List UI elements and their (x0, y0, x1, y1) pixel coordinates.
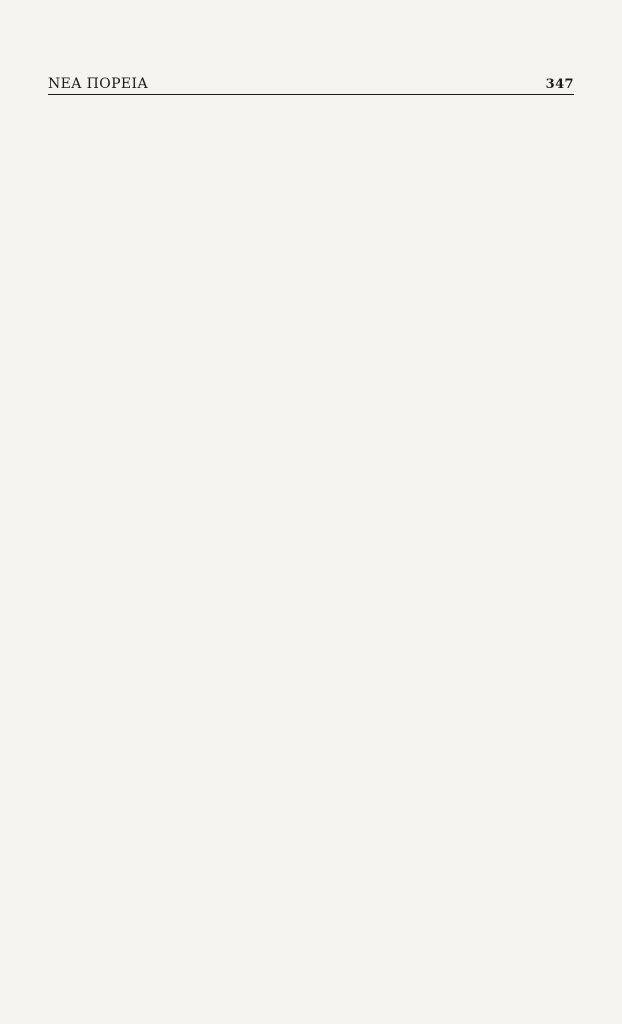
header-rule (48, 94, 574, 95)
running-head (48, 70, 574, 92)
page-number: 347 (545, 77, 574, 92)
journal-title: ΝΕΑ ΠΟΡΕΙΑ (48, 76, 148, 92)
body-text (48, 104, 574, 976)
